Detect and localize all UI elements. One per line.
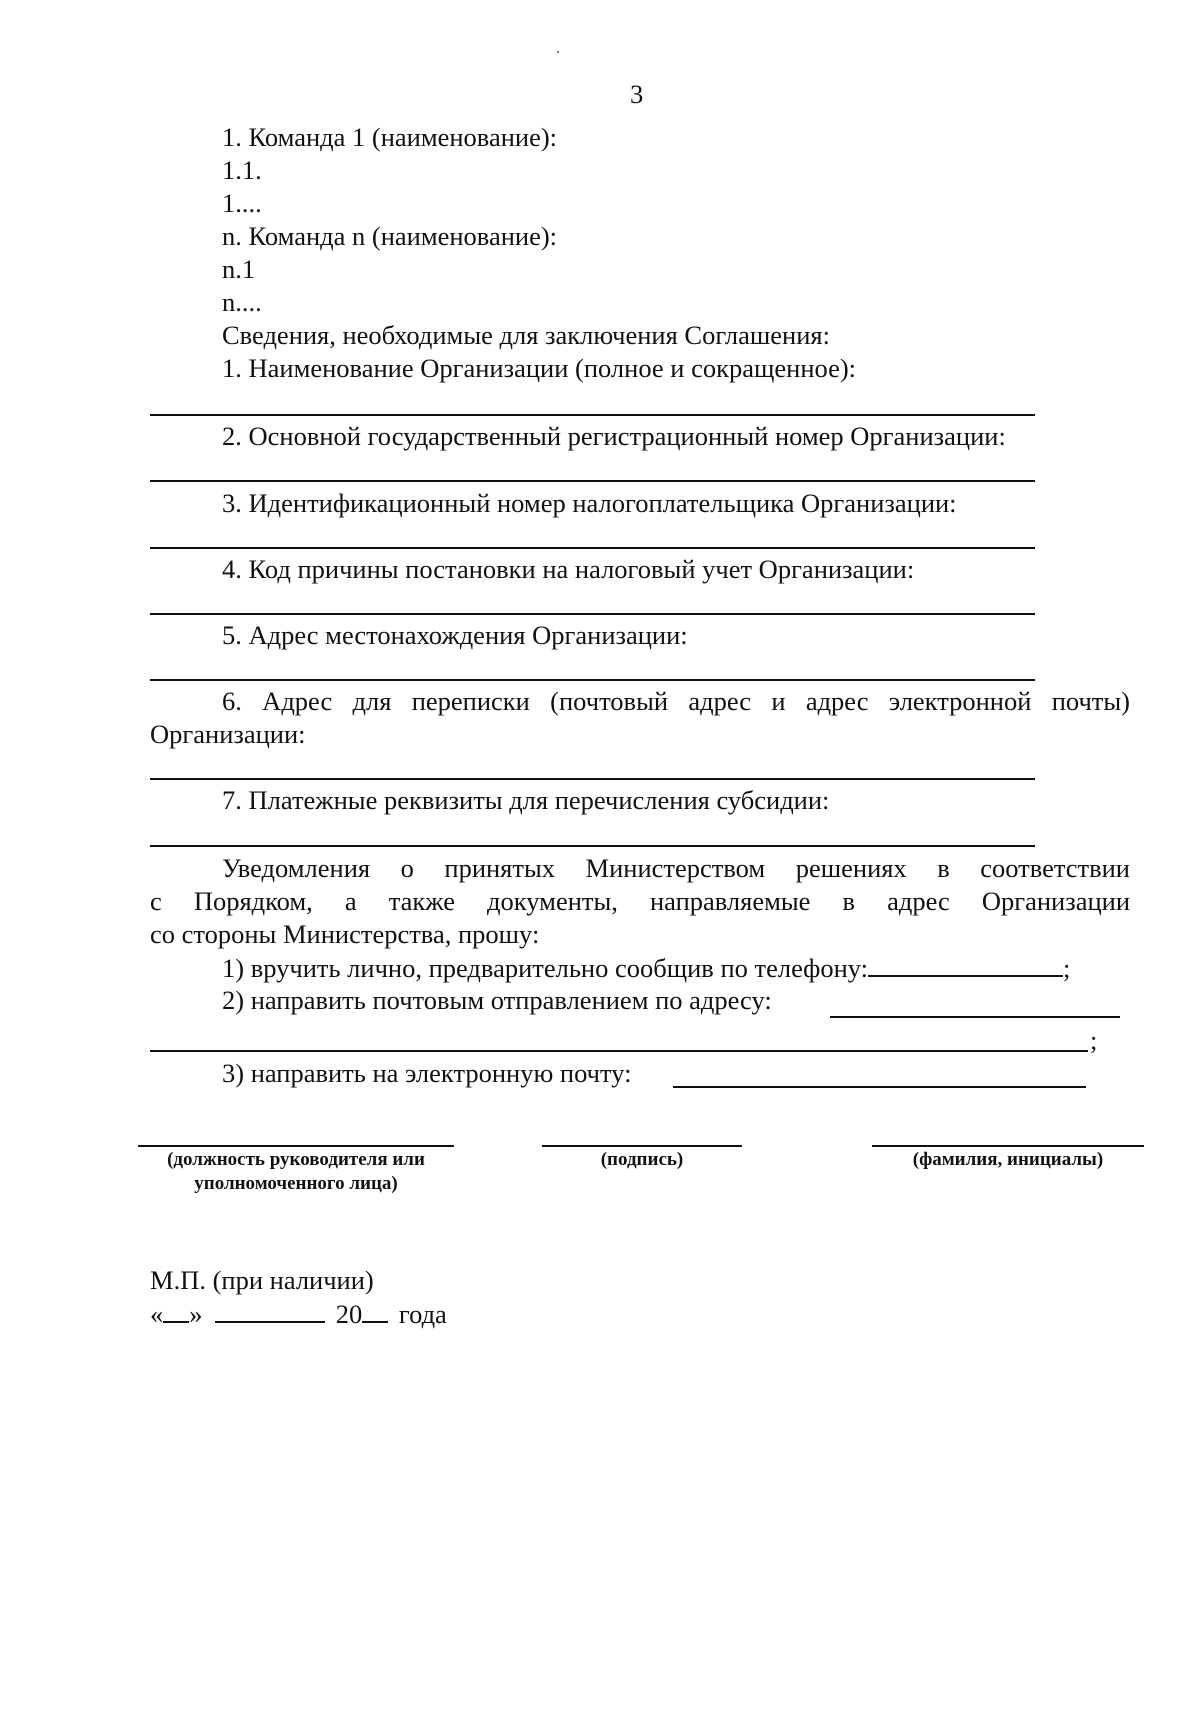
- position-signature-line: [138, 1145, 454, 1147]
- info-item4: 4. Код причины постановки на налоговый учет Организации:: [222, 554, 915, 584]
- notice-option1: [222, 951, 1070, 984]
- fill-line-item3: [150, 547, 1035, 549]
- date-close-quote: »: [189, 1299, 203, 1329]
- fill-line-item6: [150, 778, 1035, 780]
- option1-text: 1) вручить лично, предварительно сообщив по телефону:: [222, 953, 869, 983]
- teamn-item2: n....: [222, 287, 262, 317]
- name-signature-line: [872, 1145, 1144, 1147]
- date-open-quote: «: [150, 1299, 164, 1329]
- option2-semicolon: ;: [1090, 1025, 1098, 1055]
- info-item6-line1: 6. Адрес для переписки (почтовый адрес и адрес электронной почты): [222, 686, 1130, 716]
- info-item6-line2: Организации:: [150, 719, 306, 749]
- option3-text: 3) направить на электронную почту:: [222, 1058, 632, 1088]
- name-caption: (фамилия, инициалы): [912, 1149, 1104, 1170]
- signature-caption: (подпись): [600, 1149, 684, 1170]
- date-suffix: года: [398, 1299, 447, 1329]
- fill-line-item7: [150, 845, 1035, 847]
- info-item1: 1. Наименование Организации (полное и сокращенное):: [222, 353, 857, 383]
- date-line: [150, 1297, 447, 1330]
- notice-option2: [222, 984, 772, 1016]
- position-caption-line1: (должность руководителя или: [167, 1149, 425, 1170]
- info-item3: 3. Идентификационный номер налогоплательщика Организации:: [222, 488, 957, 518]
- page-number: 3: [630, 79, 644, 109]
- fill-line-item2: [150, 480, 1035, 482]
- info-item7: 7. Платежные реквизиты для перечисления субсидии:: [222, 785, 830, 815]
- phone-blank[interactable]: [868, 951, 1063, 977]
- day-blank[interactable]: [163, 1297, 189, 1323]
- stamp-mark: М.П. (при наличии): [150, 1265, 374, 1295]
- year-blank[interactable]: [362, 1297, 388, 1323]
- position-caption: [138, 1148, 454, 1196]
- option2-text: 2) направить почтовым отправлением по адресу:: [222, 985, 772, 1015]
- postal-address-blank-continued[interactable]: [150, 1050, 1088, 1052]
- info-item5: 5. Адрес местонахождения Организации:: [222, 620, 688, 650]
- info-item2: 2. Основной государственный регистрационный номер Организации:: [222, 421, 1006, 451]
- option1-semicolon: ;: [1063, 953, 1071, 983]
- teamn-title: n. Команда n (наименование):: [222, 221, 558, 251]
- info-heading: Сведения, необходимые для заключения Соглашения:: [222, 320, 830, 350]
- notice-option3: [222, 1057, 631, 1089]
- fill-line-item1: [150, 414, 1035, 416]
- email-blank[interactable]: [673, 1086, 1086, 1088]
- team1-item1: 1.1.: [222, 155, 262, 185]
- notice-line2: с Порядком, а также документы, направляемые в адрес Организации: [150, 886, 1130, 916]
- month-blank[interactable]: [215, 1297, 325, 1323]
- scan-speck: [557, 51, 559, 53]
- position-caption-line2: уполномоченного лица): [194, 1173, 398, 1194]
- team1-item2: 1....: [222, 188, 262, 218]
- signature-line: [542, 1145, 742, 1147]
- teamn-item1: n.1: [222, 254, 256, 284]
- year-prefix: 20: [335, 1299, 363, 1329]
- team1-title: 1. Команда 1 (наименование):: [222, 122, 558, 152]
- notice-line1: Уведомления о принятых Министерством решениях в соответствии: [222, 853, 1130, 883]
- postal-address-blank[interactable]: [830, 1016, 1120, 1018]
- fill-line-item4: [150, 613, 1035, 615]
- fill-line-item5: [150, 679, 1035, 681]
- notice-line3: со стороны Министерства, прошу:: [150, 919, 540, 949]
